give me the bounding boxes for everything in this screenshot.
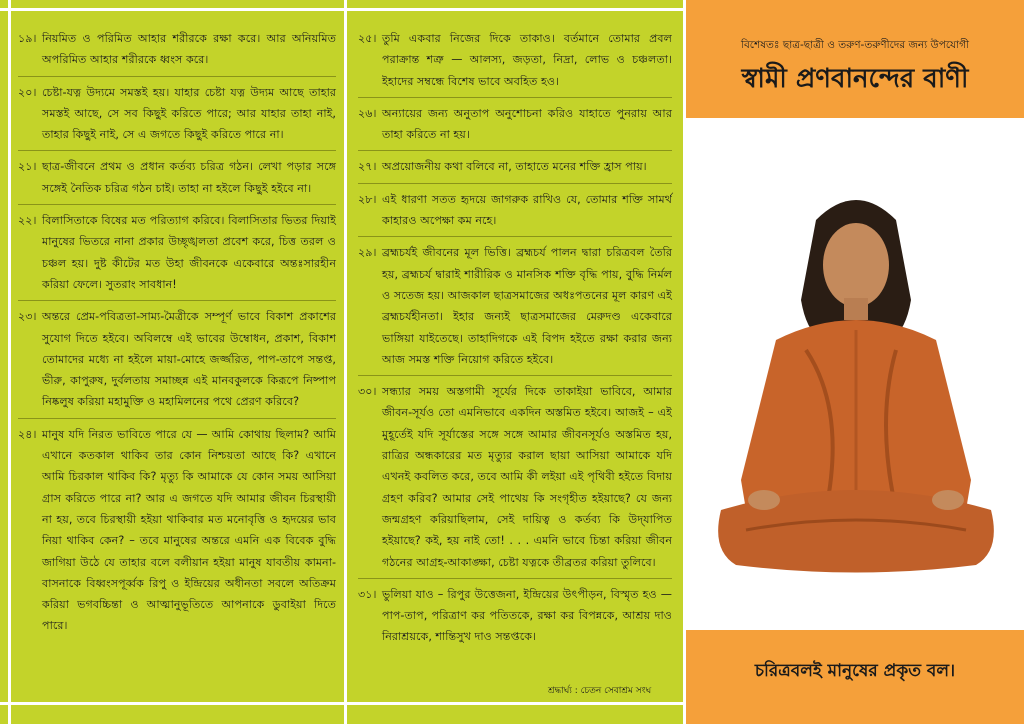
quote-number: ৩০। [358,385,377,399]
seated-monk-portrait [706,180,1006,590]
header-title: স্বামী প্রণবানন্দের বাণী [741,64,969,94]
quote-26 [358,103,672,146]
header-subtitle: বিশেষতঃ ছাত্র-ছাত্রী ও তরুণ-তরুণীদের জন্য উপযোগী [740,39,970,51]
quote-number: ২৭। [358,160,377,174]
quote-number: ১৯। [18,32,37,45]
quote-text: অপ্রয়োজনীয় কথা বলিবে না, তাহাতে মনের শক্তি হ্রাস পায়। [382,160,647,174]
divider [18,418,336,419]
quote-24 [18,424,336,637]
quote-text: ছাত্র-জীবনে প্রথম ও প্রধান কর্তব্য চরিত্র গঠন। লেখা পড়ার সঙ্গে সঙ্গেই নৈতিক চরিত্র গঠন চাই। তাহা না হইলে কিছুই হইবে না। [42,160,336,195]
quote-number: ২২। [18,214,37,228]
column-divider [344,0,347,724]
divider [358,578,672,579]
header-banner [686,0,1024,118]
credit-line: শ্রদ্ধার্ঘ্য : চেতন সেবাশ্রম সংঘ [548,686,652,696]
divider [358,375,672,376]
quote-number: ২১। [18,160,37,174]
quote-text: সন্ধ্যার সময় অস্তগামী সূর্যের দিকে তাকাইয়া ভাবিবে, আমার জীবন-সূর্যও তো এমনিভাবে একদিন অস্তমিত হইবে। আজই – এই মুহূর্তেই যদি সূর্যাস্তের সঙ্গে সঙ্গে আমার জীবনসূর্যও অস্তমিত হয়, রাত্রির অন্ধকারের মত মৃত্যুর করাল ছায়া আসিয়া আমাকে যদি এখনই কবলিত করে, তবে আমি কী লইয়া এই পৃথিবী হইতে বিদায় গ্রহণ করিব? আমার সেই পাথেয় কি সংগৃহীত হইয়াছে? যে জন্য জন্মগ্রহণ করিয়াছিলাম, সেই দায়িত্ব ও কর্তব্য কি উদ্‌যাপিত হইয়াছে? কই, হয় নাই তো! . . . এমনি ভাবে চিন্তা করিয়া জীবন গঠনের আগ্রহ-আকাঙ্ক্ষা, চেষ্টা যত্নকে তীব্রতর করিয়া তুলিবে। [382,385,672,569]
quote-23 [18,306,336,412]
quote-21 [18,156,336,199]
quote-number: ২৫। [358,32,377,45]
quote-text: এই ধারণা সতত হৃদয়ে জাগরুক রাখিও যে, তোমার শক্তি সামর্থ কাহারও অপেক্ষা কম নহে। [382,192,672,228]
left-column [18,28,336,637]
quote-25 [358,28,672,92]
quote-text: ব্রহ্মচর্যই জীবনের মূল ভিত্তি। ব্রহ্মচর্য পালন দ্বারা চরিত্রবল তৈরি হয়, ব্রহ্মচর্য দ্বারাই শারীরিক ও মানসিক শক্তি বৃদ্ধি পায়, বুদ্ধি নির্মল ও সতেজ হয়। আজকাল ছাত্রসমাজের অধঃপতনের মূল কারণ এই ব্রহ্মচর্যহীনতা। ইহার জন্যই ছাত্রসমাজের মেরুদণ্ড একেবারে ভাঙ্গিয়া যাইতেছে। তাহাদিগকে এই বিপদ হইতে রক্ষা করার জন্য আজ সমস্ত শক্তি নিয়োগ করিতে হইবে। [382,246,672,366]
quote-20 [18,82,336,146]
quote-text: বিলাসিতাকে বিষের মত পরিত্যাগ করিবে। বিলাসিতার ভিতর দিয়াই মানুষের ভিতরে নানা প্রকার উচ্ছৃঙ্খলতা প্রবেশ করে, চিত্ত তরল ও চঞ্চল হয়। দুষ্ট কীটের মত উহা জীবনকে একেবারে অন্তঃসারহীন করিয়া ফেলে। সুতরাং সাবধান! [42,214,336,291]
divider [358,236,672,237]
divider [358,97,672,98]
divider [358,183,672,184]
border-line-top [0,8,683,11]
divider [358,150,672,151]
quote-number: ২৩। [18,310,37,324]
quote-30 [358,381,672,573]
quote-text: মানুষ যদি নিরত ভাবিতে পারে যে — আমি কোথায় ছিলাম? আমি এখানে কতকাল থাকিব তার কোন নিশ্চয়তা আছে কি? এখানে আমি চিরকাল থাকিব কি? মৃত্যু কি আমাকে যে কোন সময় আসিয়া গ্রাস করিতে পারে না? আর এ জগতে যদি আমার জীবন চিরস্থায়ী না হয়, তবে চিরস্থায়ী হইয়া থাকিবার মত মনোবৃত্তি ও হৃদয়ের ভাব নিয়া থাকিব কেন? – তবে মানুষের অন্তরে এমনি এক বিবেক বুদ্ধি জাগিয়া উঠে যে তাহার বলে বলীয়ান হইয়া মানুষ যাবতীয় কামনা-বাসনাকে বিধ্বংসপূর্ব্বক রিপু ও ইন্দ্রিয়ের অধীনতা সবলে অতিক্রম করিয়া ভগবচ্চিন্তা ও আত্মানুভূতিতে আপনাকে ডুবাইয়া দিতে পারে। [42,427,336,633]
quote-19 [18,28,336,71]
quote-text: অন্যায়ের জন্য অনুতাপ অনুশোচনা করিও যাহাতে পুনরায় আর তাহা করিতে না হয়। [382,106,672,142]
quote-number: ২৬। [358,106,377,120]
quote-22 [18,210,336,295]
quote-text: তুমি একবার নিজের দিকে তাকাও। বর্তমানে তোমার প্রবল পরাক্রান্ত শত্রু — আলস্য, জড়তা, নিদ্রা, লোভ ও চঞ্চলতা। ইহাদের সম্বন্ধে বিশেষ ভাবে অবহিত হও। [382,32,672,88]
quote-number: ২৪। [18,427,37,441]
quote-28 [358,189,672,232]
quote-31 [358,584,672,648]
divider [18,204,336,205]
divider [18,76,336,77]
quote-number: ২০। [18,85,37,99]
border-line-bottom [0,702,683,705]
footer-banner [686,630,1024,724]
border-line-left [8,0,11,724]
quote-number: ৩১। [358,587,377,601]
cover-panel [686,0,1024,724]
quote-text: অন্তরে প্রেম-পবিত্রতা-সাম্য-মৈত্রীকে সম্পূর্ণ ভাবে বিকাশ প্রকাশের সুযোগ দিতে হইবে। অবিলম্বে এই ভাবের উম্বোধন, প্রকাশ, বিকাশ তোমাদের মধ্যে না হইলে মায়া-মোহে জর্জ্জরিত, পাপ-তাপে সন্তপ্ত, ভীরু, কাপুরুষ, দুর্বলতায় সমাচ্ছন্ন এই মানবকুলকে কিরূপে নিষ্পাপ নিষ্কলুষ করিয়া মহামুক্তি ও মহামিলনের পথে প্রেরণ করিবে? [42,310,336,409]
quote-27 [358,156,672,177]
divider [18,300,336,301]
footer-slogan: চরিত্রবলই মানুষের প্রকৃত বল। [754,661,956,681]
quote-number: ২৯। [358,246,377,260]
quote-text: নিয়মিত ও পরিমিত আহার শরীরকে রক্ষা করে। আর অনিয়মিত অপরিমিত আহার শরীরকে ধ্বংস করে। [42,32,336,67]
quote-number: ২৮। [358,192,377,206]
middle-column [358,28,672,648]
quote-29 [358,242,672,370]
quote-text: চেষ্টা-যত্ন উদ্যমে সমস্তই হয়। যাহার চেষ্টা যত্ন উদ্যম আছে তাহার সমস্তই আছে, সে সব কিছুই করিতে পারে; আর যাহার তাহা নাই, তাহার কিছুই নাই, সে এ জগতে কিছুই করিতে পারে না। [42,85,336,142]
quote-text: ভুলিয়া যাও – রিপুর উত্তেজনা, ইন্দ্রিয়ের উৎপীড়ন, বিস্মৃত হও — পাপ-তাপ, পরিত্রাণ কর পতিতকে, রক্ষা কর বিপন্নকে, আশ্রয় দাও নিরাশ্রয়কে, শান্তিসুখ দাও সন্তপ্তকে। [382,587,672,644]
divider [18,150,336,151]
